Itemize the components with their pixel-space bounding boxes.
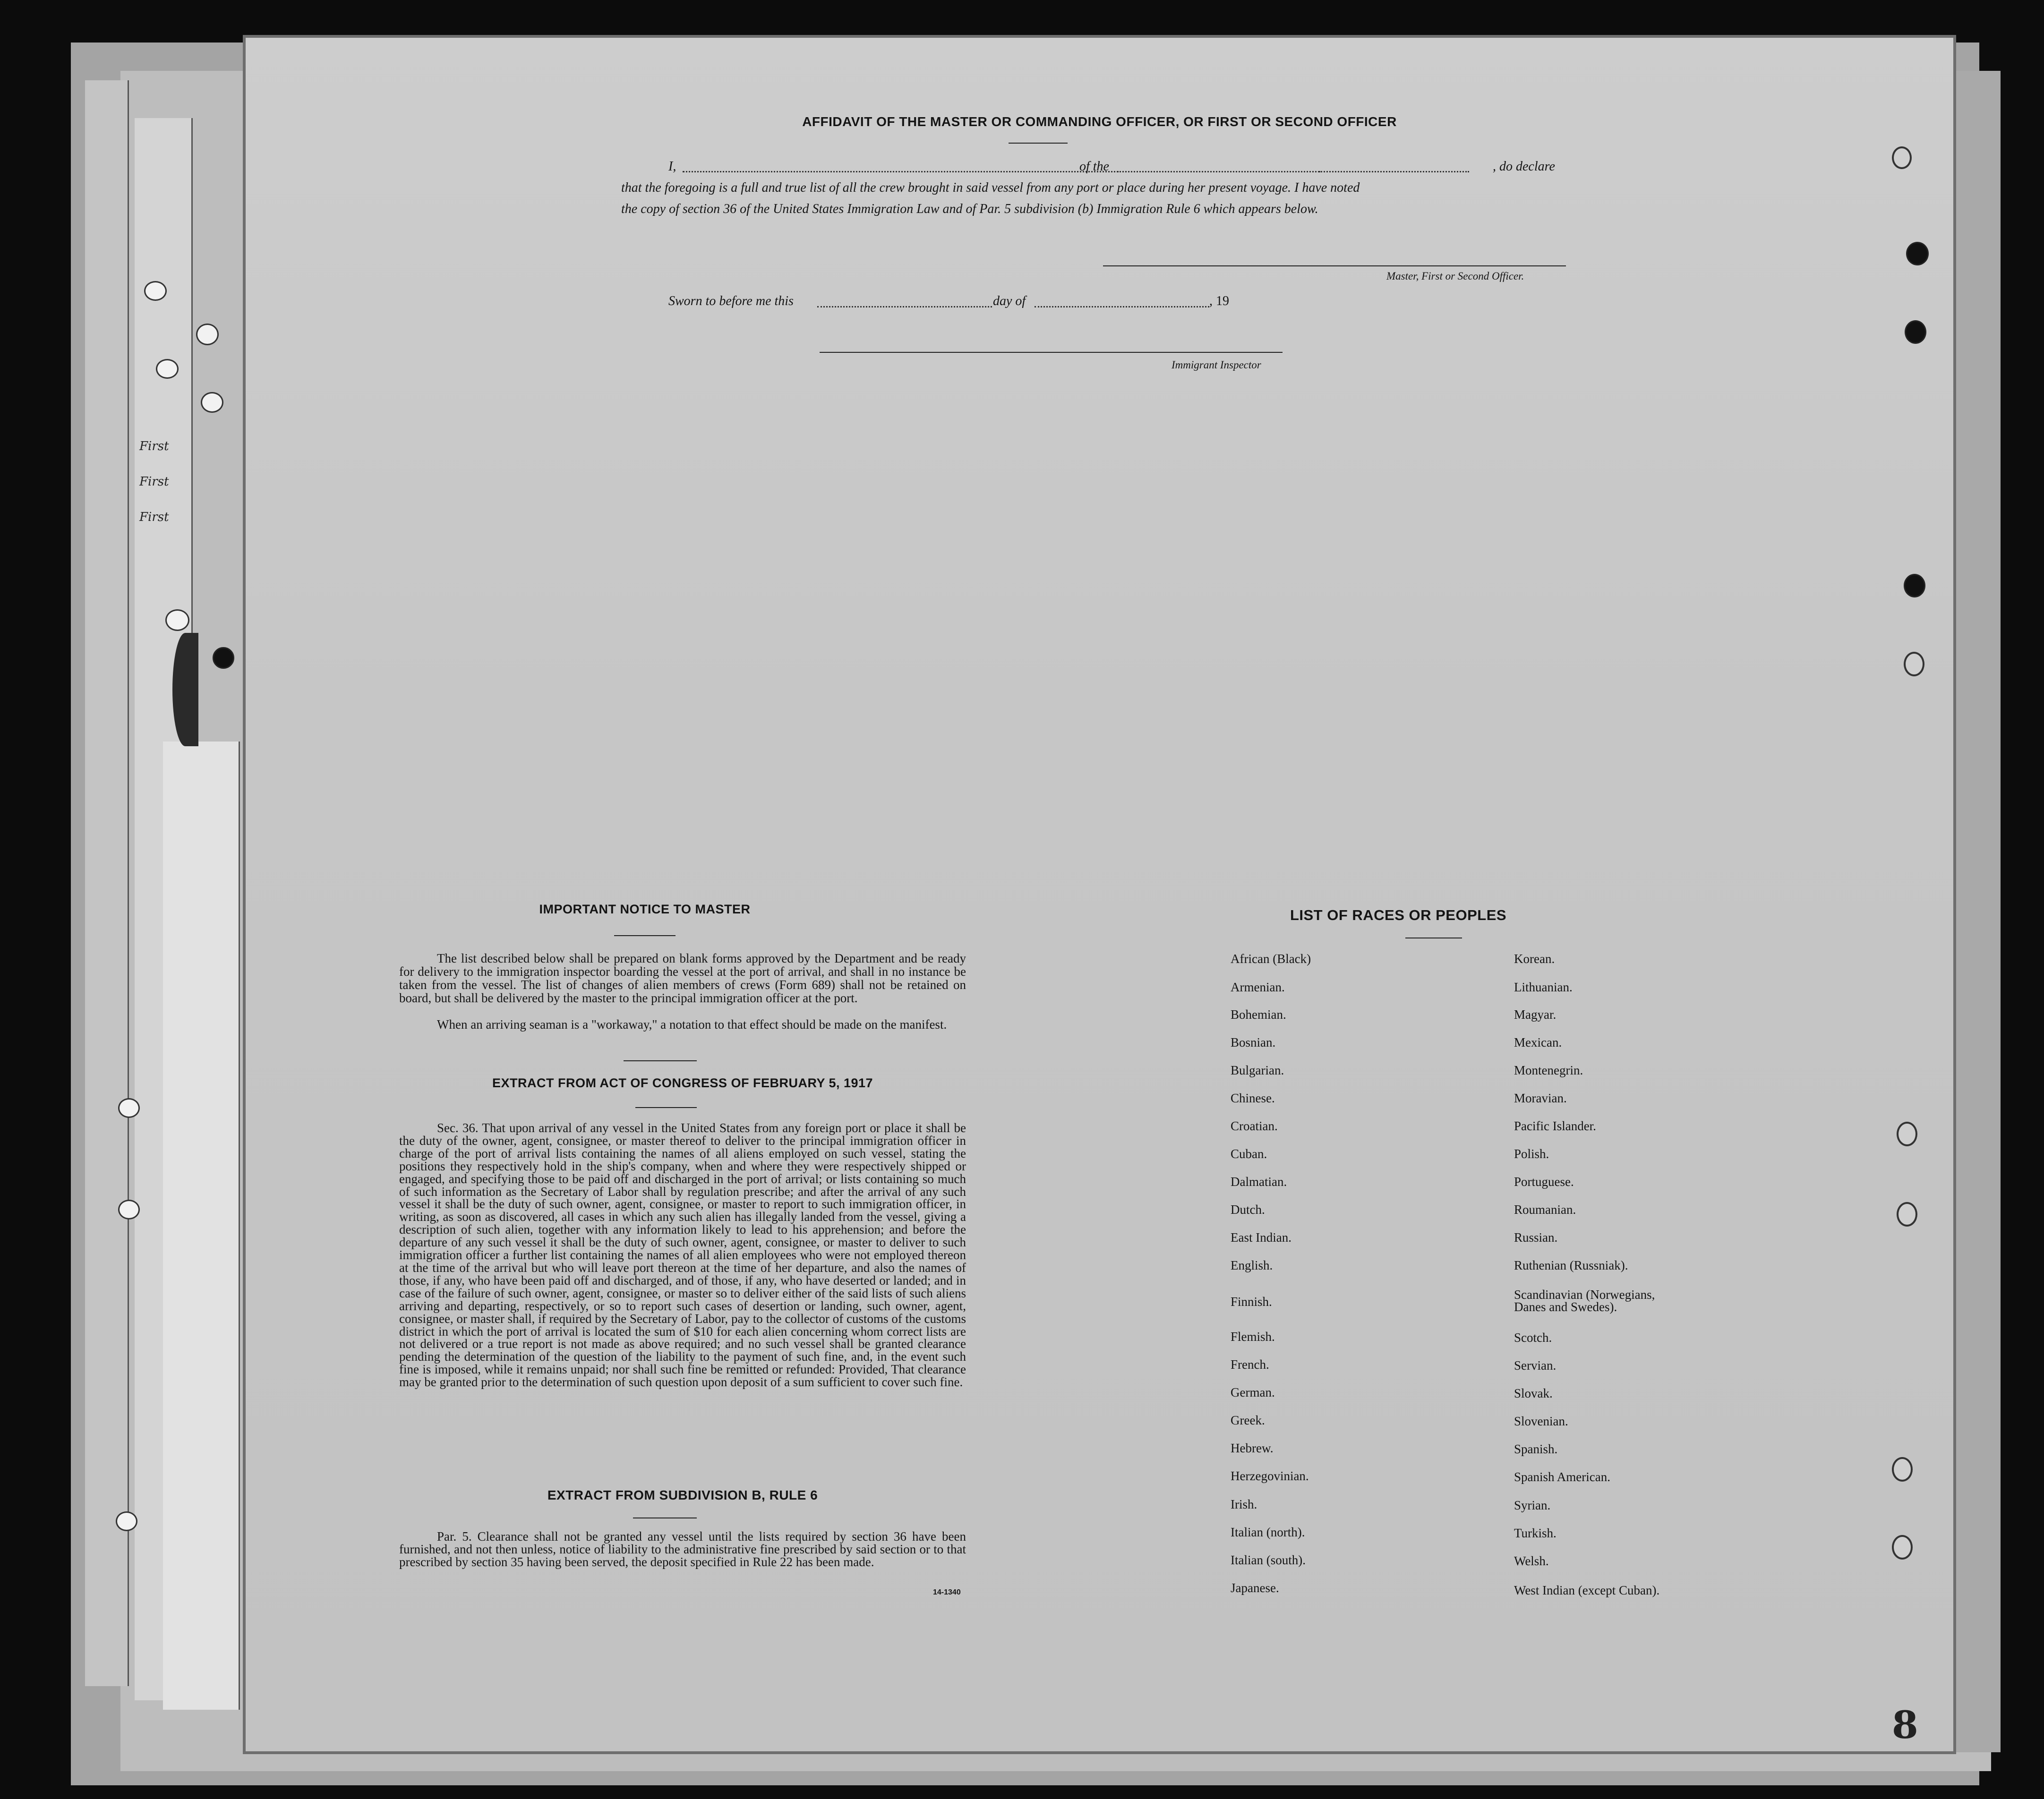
race-entry: Moravian. <box>1514 1091 1567 1105</box>
binder-hole <box>165 609 189 631</box>
affidavit-line3: the copy of section 36 of the United States Immigration Law and of Par. 5 subdivision (b) Immigration Rule 6 which appears below. <box>621 202 1318 216</box>
races-title: LIST OF RACES OR PEOPLES <box>1290 907 1507 923</box>
race-entry: Slovak. <box>1514 1386 1553 1400</box>
document-page <box>246 38 1953 1751</box>
margin-note: First <box>139 439 169 453</box>
race-entry: German. <box>1231 1385 1275 1399</box>
race-entry: Finnish. <box>1231 1295 1272 1309</box>
binder-hole <box>118 1200 140 1219</box>
affidavit-do-declare: , do declare <box>1493 159 1555 174</box>
inspector-signature-line <box>820 352 1283 353</box>
race-entry: Dutch. <box>1231 1202 1265 1217</box>
race-entry: Ruthenian (Russniak). <box>1514 1258 1628 1272</box>
punch-hole <box>1897 1202 1917 1227</box>
race-entry: Spanish. <box>1514 1442 1558 1456</box>
binder-hole <box>201 392 223 413</box>
affidavit-line2: that the foregoing is a full and true list of all the crew brought in said vessel from any port or place during her present voyage. I have noted <box>621 180 1360 195</box>
race-entry: English. <box>1231 1258 1273 1272</box>
punch-hole <box>1892 1457 1913 1482</box>
race-entry: Korean. <box>1514 952 1555 966</box>
race-entry: Turkish. <box>1514 1526 1557 1540</box>
race-entry: Roumanian. <box>1514 1202 1576 1217</box>
notice-paragraph-2: When an arriving seaman is a "workaway," a notation to that effect should be made on the manifest. <box>437 1017 947 1032</box>
race-entry: Mexican. <box>1514 1035 1562 1049</box>
race-entry: Flemish. <box>1231 1330 1275 1344</box>
form-number: 14-1340 <box>933 1588 961 1596</box>
binder-hole <box>156 359 179 379</box>
race-entry: Herzegovinian. <box>1231 1469 1309 1483</box>
punch-hole <box>1904 652 1924 676</box>
year-label: , 19 <box>1209 294 1229 308</box>
vessel-blank <box>1117 171 1469 172</box>
notice-rule <box>614 935 676 936</box>
race-entry: Scotch. <box>1514 1330 1552 1345</box>
page-number: 8 <box>1892 1703 1918 1747</box>
race-entry: African (Black) <box>1231 952 1311 966</box>
notice-end-rule <box>624 1060 697 1061</box>
signature-line <box>1103 265 1566 266</box>
binder-hole <box>213 647 234 669</box>
race-entry: Spanish American. <box>1514 1470 1610 1484</box>
binder-hole <box>144 281 167 301</box>
race-entry: Polish. <box>1514 1147 1549 1161</box>
inspector-label: Immigrant Inspector <box>1172 359 1261 371</box>
margin-note: First <box>139 475 169 489</box>
race-entry: Russian. <box>1514 1230 1558 1245</box>
race-entry: Lithuanian. <box>1514 980 1573 994</box>
left-tab-strip-3 <box>163 742 240 1710</box>
race-entry: Welsh. <box>1514 1554 1549 1568</box>
punch-hole <box>1904 574 1925 597</box>
race-entry: Magyar. <box>1514 1007 1557 1022</box>
rule-6-text: Par. 5. Clearance shall not be granted any vessel until the lists required by section 36 have been furnished, and not then unless, notice of liability to the administrative fine prescribed by said section or to that prescribed by section 35 having been served, the deposit specified in Rule 22 has been made. <box>399 1529 966 1569</box>
sworn-label: Sworn to before me this <box>668 294 794 308</box>
section-36-text: Sec. 36. That upon arrival of any vessel in the United States from any foreign port or place it shall be the duty of the owner, agent, consignee, or master thereof to deliver to the principal immigration officer in charge of the port of arrival lists containing the names of all aliens employed on such vessel, stating the positions they respectively hold in the ship's company, when and where they were respectively shipped or engaged, and specifying those to be paid off and discharged in the port of arrival; or lists containing so much of such information as the Secretary of Labor shall by regulation prescribe; and after the arrival of any such vessel it shall be the duty of such owner, agent, consignee, or master to report to such immigration officer, in writing, as soon as discovered, all cases in which any such alien has illegally landed from the vessel, giving a description of such alien, together with any information likely to lead to his apprehension; and before the departure of any such vessel it shall be the duty of such owner, agent, consignee, or master to deliver to such immigration officer a further list containing the names of all alien employees who were not employed thereon at the time of the arrival but who will leave port thereon at the time of her departure, and also the names of those, if any, who have been paid off and discharged, and of those, if any, who have deserted or landed; and in case of the failure of such owner, agent, consignee, or master so to deliver either of the said lists of such aliens arriving and departing, respectively, or so to report such cases of desertion or landing, such owner, agent, consignee, or master shall, if required by the Secretary of Labor, pay to the collector of customs of the customs district in which the port of arrival is located the sum of $10 for each alien concerning whom correct lists are not delivered or a true report is not made as above required; and no such vessel shall be granted clearance pending the determination of the question of the liability to the payment of such fine, and, in the event such fine is imposed, while it remains unpaid; nor shall such fine be remitted or refunded: Provided, That clearance may be granted prior to the determination of such question upon deposit of a sum sufficient to cover such fine. <box>399 1121 966 1390</box>
extract-rule-title: EXTRACT FROM SUBDIVISION B, RULE 6 <box>547 1488 818 1502</box>
day-of-label: day of <box>993 294 1026 308</box>
race-entry: West Indian (except Cuban). <box>1514 1583 1660 1597</box>
sworn-day-blank <box>817 306 992 307</box>
race-entry: Portuguese. <box>1514 1175 1574 1189</box>
race-entry: Scandinavian (Norwegians, Danes and Swedes). <box>1514 1287 1655 1314</box>
race-entry: Japanese. <box>1231 1581 1279 1595</box>
race-entry: Croatian. <box>1231 1119 1278 1133</box>
race-entry: Italian (south). <box>1231 1553 1306 1567</box>
extract-act-rule <box>635 1107 697 1108</box>
notary-seal-edge <box>172 633 198 746</box>
margin-note: First <box>139 510 169 524</box>
binder-hole <box>118 1098 140 1118</box>
race-entry: Cuban. <box>1231 1147 1267 1161</box>
race-entry: Slovenian. <box>1514 1414 1568 1428</box>
affidavit-of-the: of the <box>1079 159 1109 174</box>
background-page-right <box>1956 71 2001 1752</box>
notice-title: IMPORTANT NOTICE TO MASTER <box>539 902 751 916</box>
sworn-month-blank <box>1035 306 1209 307</box>
race-entry: French. <box>1231 1357 1269 1372</box>
left-tab-strip-1 <box>85 80 129 1686</box>
race-entry: Armenian. <box>1231 980 1285 994</box>
race-entry: Bosnian. <box>1231 1035 1276 1049</box>
punch-hole <box>1905 320 1926 344</box>
race-entry: Bohemian. <box>1231 1007 1286 1022</box>
punch-hole <box>1892 1535 1913 1560</box>
notice-paragraph-1: The list described below shall be prepared on blank forms approved by the Department and be ready for delivery to the immigration inspector boarding the vessel at the port of arrival, and shall in no instance be taken from the vessel. The list of changes of alien members of crews (Form 689) shall not be retained on board, but shall be delivered by the master to the principal immigration officer at the port. <box>399 951 966 1005</box>
extract-act-title: EXTRACT FROM ACT OF CONGRESS OF FEBRUARY 5, 1917 <box>492 1076 873 1090</box>
signer-label: Master, First or Second Officer. <box>1386 270 1524 282</box>
race-entry: Syrian. <box>1514 1498 1551 1512</box>
binder-hole <box>116 1511 137 1531</box>
race-entry: Dalmatian. <box>1231 1175 1287 1189</box>
punch-hole <box>1897 1122 1917 1146</box>
punch-hole <box>1892 146 1912 169</box>
race-entry: Servian. <box>1514 1358 1557 1373</box>
title-underline <box>1009 143 1068 144</box>
race-entry: Chinese. <box>1231 1091 1275 1105</box>
race-entry: Irish. <box>1231 1497 1257 1511</box>
binder-hole <box>196 324 219 345</box>
race-entry: East Indian. <box>1231 1230 1291 1245</box>
race-entry: Italian (north). <box>1231 1525 1305 1539</box>
race-entry: Pacific Islander. <box>1514 1119 1596 1133</box>
race-entry: Bulgarian. <box>1231 1063 1284 1077</box>
punch-hole <box>1906 242 1929 265</box>
affidavit-title: AFFIDAVIT OF THE MASTER OR COMMANDING OFFICER, OR FIRST OR SECOND OFFICER <box>802 114 1397 129</box>
race-entry: Hebrew. <box>1231 1441 1274 1455</box>
race-entry: Greek. <box>1231 1413 1265 1427</box>
race-entry: Montenegrin. <box>1514 1063 1583 1077</box>
affidavit-i: I, <box>668 159 676 174</box>
